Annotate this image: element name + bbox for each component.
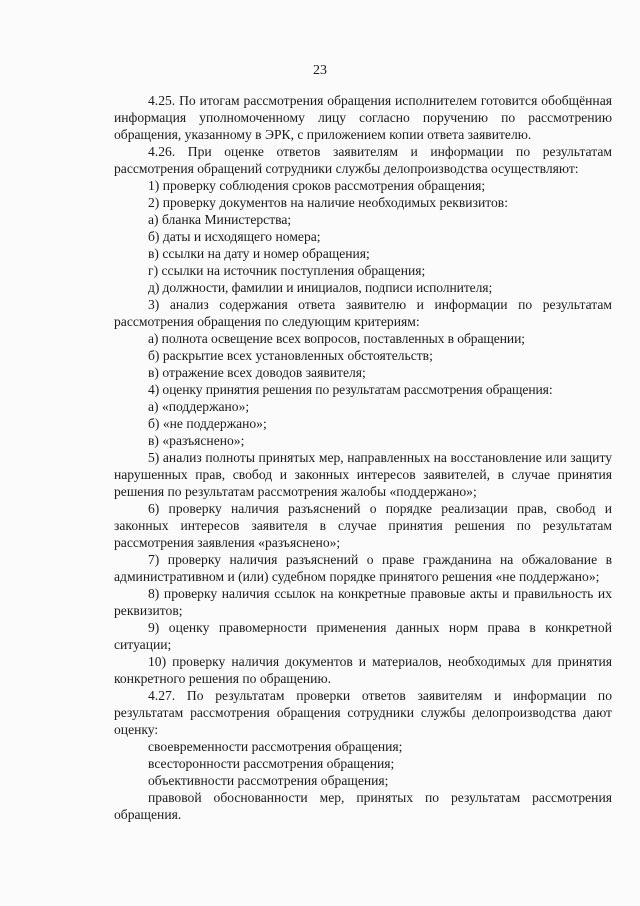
list-item: всесторонности рассмотрения обращения; — [148, 756, 395, 771]
paragraph-item-5: 5) анализ полноты принятых мер, направленных на восстановление или защиту нарушенных прав, свобод и законных интересов заявителей, в случае принятия решения по результатам рассмотрения жалобы «поддержано»; — [114, 450, 612, 499]
list-item: б) «не поддержано»; — [148, 416, 267, 431]
paragraph-item-7: 7) проверку наличия разъяснений о праве гражданина на обжалование в административном и (или) судебном порядке принятого решения «не поддержано»; — [114, 552, 612, 584]
list-item: в) «разъяснено»; — [148, 433, 245, 448]
list-item: а) «поддержано»; — [148, 399, 250, 414]
list-item: 4) оценку принятия решения по результатам рассмотрения обращения: — [148, 382, 553, 397]
list-item: а) бланка Министерства; — [148, 212, 292, 227]
list-item: своевременности рассмотрения обращения; — [148, 739, 403, 754]
paragraph-item-10: 10) проверку наличия документов и материалов, необходимых для принятия конкретного решения по обращению. — [114, 654, 612, 686]
paragraph-item-3: 3) анализ содержания ответа заявителю и информации по результатам рассмотрения обращения по следующим критериям: — [114, 297, 612, 329]
paragraph-item-8: 8) проверку наличия ссылок на конкретные правовые акты и правильность их реквизитов; — [114, 586, 612, 618]
list-item: г) ссылки на источник поступления обращения; — [148, 263, 426, 278]
list-item: объективности рассмотрения обращения; — [148, 773, 389, 788]
paragraph-4-25: 4.25. По итогам рассмотрения обращения исполнителем готовится обобщённая информация уполномоченному лицу согласно поручению по рассмотрению обращения, указанному в ЭРК, с приложением копии ответа заявителю. — [114, 93, 612, 142]
list-item: б) даты и исходящего номера; — [148, 229, 321, 244]
list-item: б) раскрытие всех установленных обстоятельств; — [148, 348, 433, 363]
document-body — [114, 92, 612, 823]
paragraph-item-6: 6) проверку наличия разъяснений о порядке реализации прав, свобод и законных интересов заявителя в случае принятия решения по результатам рассмотрения заявления «разъяснено»; — [114, 501, 612, 550]
list-item: д) должности, фамилии и инициалов, подписи исполнителя; — [148, 280, 493, 295]
paragraph-4-26: 4.26. При оценке ответов заявителям и информации по результатам рассмотрения обращений сотрудники службы делопроизводства осуществляют: — [114, 144, 612, 176]
paragraph-4-27: 4.27. По результатам проверки ответов заявителям и информации по результатам рассмотрения обращения сотрудники службы делопроизводства дают оценку: — [114, 688, 612, 737]
list-item: в) отражение всех доводов заявителя; — [148, 365, 366, 380]
paragraph-item-9: 9) оценку правомерности применения данных норм права в конкретной ситуации; — [114, 620, 612, 652]
list-item: а) полнота освещение всех вопросов, поставленных в обращении; — [148, 331, 525, 346]
list-item: 1) проверку соблюдения сроков рассмотрения обращения; — [148, 178, 486, 193]
paragraph-legal-basis: правовой обоснованности мер, принятых по результатам рассмотрения обращения. — [114, 790, 612, 822]
list-item: в) ссылки на дату и номер обращения; — [148, 246, 370, 261]
page-number: 23 — [313, 63, 327, 78]
list-item: 2) проверку документов на наличие необходимых реквизитов: — [148, 195, 508, 210]
